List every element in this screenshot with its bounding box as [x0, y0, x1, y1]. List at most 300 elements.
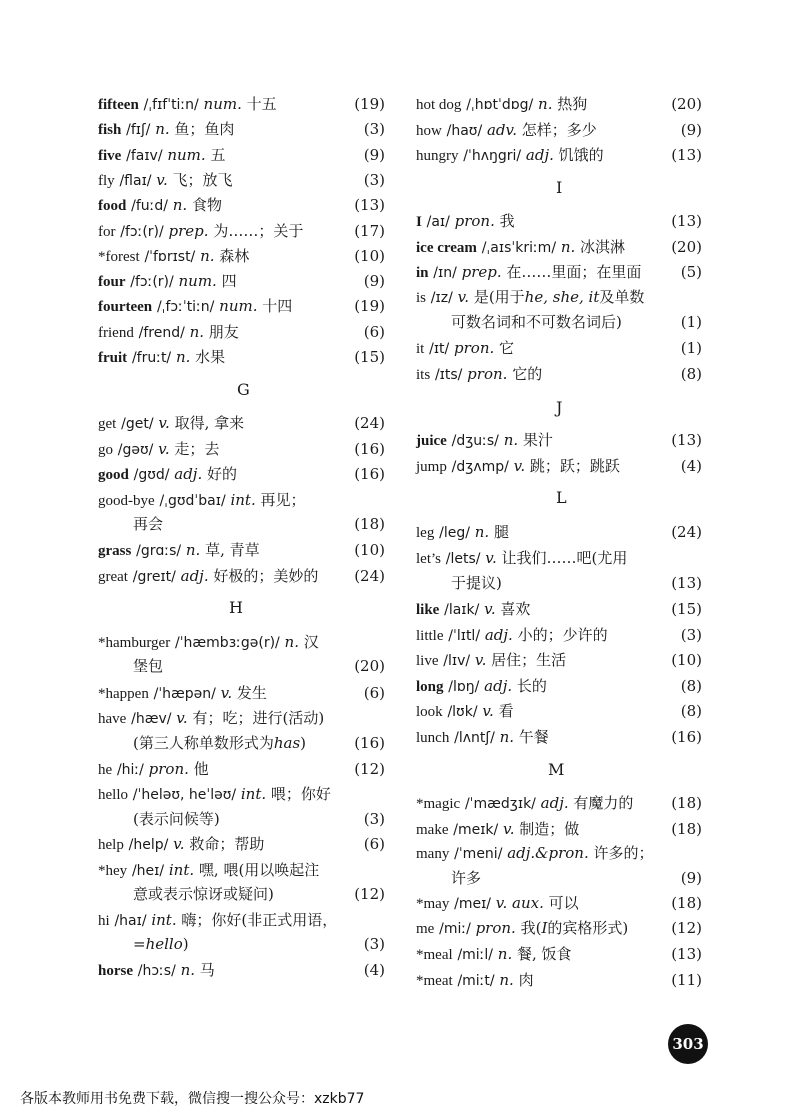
definition: 有；吃；进行(活动): [192, 709, 325, 727]
part-of-speech: adj.: [540, 794, 569, 812]
part-of-speech: num.: [167, 145, 206, 164]
definition: 取得, 拿来: [174, 414, 245, 432]
page-ref: (5): [680, 263, 702, 281]
pronunciation: /miːl/: [457, 947, 494, 963]
definition-italic: hello: [145, 935, 183, 953]
pronunciation: /fɪʃ/: [126, 122, 151, 139]
pronunciation: /help/: [128, 837, 169, 853]
definition: 好极的；美妙的: [213, 566, 319, 585]
part-of-speech: num.: [203, 95, 242, 113]
part-of-speech: n.: [499, 970, 514, 989]
page-ref: (11): [671, 970, 702, 989]
pronunciation: /hæv/: [131, 711, 172, 727]
part-of-speech: v.: [176, 709, 188, 727]
pronunciation: /lɪv/: [443, 653, 471, 669]
headword: make: [416, 821, 449, 838]
dictionary-entry: [98, 94, 277, 115]
dictionary-entry: [98, 246, 249, 267]
dictionary-entry: [416, 430, 553, 451]
definition-continued: 堡包: [133, 657, 164, 675]
dictionary-entry: [98, 439, 219, 460]
headword: *may: [416, 896, 450, 912]
section-heading-j: J: [556, 398, 563, 417]
dictionary-entry: [416, 793, 633, 814]
part-of-speech: n.: [155, 120, 170, 139]
dictionary-entry: [416, 676, 547, 697]
part-of-speech: n.: [474, 523, 490, 541]
headword: it: [416, 341, 425, 357]
part-of-speech: n.: [499, 727, 515, 746]
definition: 饥饿的: [558, 146, 604, 164]
definition: 十四: [262, 297, 293, 316]
pronunciation: /ˈfɒrɪst/: [144, 248, 196, 265]
pronunciation: /leg/: [439, 525, 470, 541]
definition-continued: [133, 934, 189, 954]
definition: 走；去: [174, 439, 220, 458]
pronunciation: /dʒʌmp/: [451, 458, 509, 475]
part-of-speech: n.: [503, 431, 519, 449]
part-of-speech: v.: [474, 651, 487, 669]
section-heading-g: G: [237, 380, 250, 399]
section-heading-l: L: [556, 488, 567, 507]
headword: hungry: [416, 148, 459, 164]
pronunciation: /miː/: [439, 921, 471, 937]
section-heading-i: I: [556, 178, 563, 197]
part-of-speech: v. aux.: [495, 894, 544, 912]
definition-continued: 许多: [451, 869, 482, 887]
pronunciation: /ˌfɔːˈtiːn/: [156, 299, 215, 316]
part-of-speech: pron.: [454, 339, 495, 357]
dictionary-entry-goodbye: [98, 490, 306, 511]
definition: 发生: [236, 684, 267, 702]
headword: good-bye: [98, 493, 155, 509]
dictionary-entry-happen: [98, 683, 267, 704]
headword: fruit: [98, 350, 128, 366]
part-of-speech: pron.: [148, 760, 189, 778]
dictionary-entry-lets: [416, 548, 627, 569]
page-ref: (19): [354, 297, 385, 316]
page-ref: (19): [354, 95, 385, 113]
pronunciation: /fɔː(r)/: [130, 274, 174, 291]
dictionary-entry: [98, 145, 225, 166]
headword: let’s: [416, 551, 441, 567]
page-ref: (3): [680, 625, 702, 644]
dictionary-entry: [416, 211, 515, 232]
pronunciation: /ɪts/: [434, 366, 463, 383]
part-of-speech: int.: [230, 491, 256, 509]
definition-italic: I: [541, 919, 548, 937]
definition: 救命；帮助: [189, 835, 265, 853]
definition-text: (第三人称单数形式为: [133, 734, 274, 752]
pronunciation: /ɪn/: [433, 265, 457, 281]
definition: 看: [498, 702, 514, 720]
pronunciation: /haɪ/: [114, 913, 147, 929]
headword: friend: [98, 324, 134, 341]
definition-continued: 意或表示惊讶或疑问): [133, 885, 274, 903]
page-ref: (10): [671, 651, 702, 669]
page-ref: (9): [680, 869, 702, 887]
headword: lunch: [416, 729, 450, 746]
definition: 鱼；鱼肉: [174, 120, 235, 139]
definition: 果汁: [522, 431, 553, 449]
definition: 腿: [493, 523, 509, 541]
definition: 草, 青草: [205, 541, 260, 559]
definition: 嘿, 喂(用以唤起注: [198, 861, 320, 879]
dictionary-entry: [98, 322, 239, 343]
dictionary-entry: [416, 262, 641, 283]
definition: 喂；你好: [270, 785, 331, 803]
headword: little: [416, 627, 444, 644]
part-of-speech: prep.: [168, 221, 209, 240]
dictionary-entry: [416, 94, 587, 115]
definition: 十五: [246, 95, 277, 113]
definition: 嗨；你好(非正式用语，: [181, 911, 338, 929]
dictionary-entry: [98, 464, 237, 485]
page-ref: (1): [680, 339, 702, 357]
page-ref: (20): [671, 95, 702, 113]
pronunciation: /lets/: [445, 551, 481, 567]
dictionary-entry-hello: [98, 784, 331, 805]
pronunciation: /ˌhɒtˈdɒg/: [466, 97, 534, 113]
dictionary-entry: [416, 650, 566, 671]
part-of-speech: v.: [158, 414, 170, 432]
definition: 肉: [518, 970, 534, 989]
pronunciation: /ˈlɪtl/: [448, 627, 481, 644]
dictionary-entry: [98, 221, 303, 242]
part-of-speech: int.: [151, 911, 177, 929]
part-of-speech: n.: [200, 246, 215, 265]
dictionary-entry-hi: [98, 910, 337, 931]
page-ref: (13): [671, 945, 702, 963]
headword: look: [416, 704, 443, 720]
dictionary-entry: [416, 727, 549, 748]
dictionary-entry: [416, 364, 542, 385]
dictionary-entry: [416, 893, 579, 914]
part-of-speech: int.: [168, 861, 195, 879]
pronunciation: /meɪk/: [453, 821, 499, 838]
part-of-speech: n.: [185, 541, 201, 559]
headword: *meal: [416, 947, 453, 963]
definition: 它的: [512, 364, 543, 383]
definition: 热狗: [557, 95, 588, 113]
page-ref: (16): [354, 439, 385, 458]
pronunciation: /grɑːs/: [136, 543, 182, 559]
definition: 怎样；多少: [521, 120, 597, 139]
page-ref: (16): [354, 734, 385, 752]
pronunciation: /frend/: [138, 324, 185, 341]
page-ref: (8): [680, 676, 702, 695]
definition: 再见；: [260, 491, 306, 509]
dictionary-entry: [416, 625, 608, 646]
page-ref: (13): [671, 212, 702, 230]
definition: 水果: [195, 348, 226, 366]
definition-continued: (表示问候等): [133, 810, 220, 828]
definition: 跳；跃；跳跃: [529, 456, 620, 475]
pronunciation: /lɒŋ/: [448, 678, 480, 695]
part-of-speech: adj.: [174, 465, 203, 483]
headword: horse: [98, 963, 133, 979]
pronunciation: /ˈhʌŋgri/: [463, 148, 522, 164]
dictionary-entry: [98, 566, 318, 587]
pronunciation: /miːt/: [457, 972, 495, 989]
dictionary-entry: [416, 599, 530, 620]
definition: 午餐: [518, 727, 549, 746]
pronunciation: /lʌntʃ/: [454, 729, 495, 746]
headword: good: [98, 467, 129, 483]
dictionary-entry: [416, 456, 620, 477]
pronunciation: /faɪv/: [126, 147, 163, 164]
part-of-speech: n.: [497, 945, 513, 963]
headword: go: [98, 441, 113, 458]
page-number-badge: 303: [668, 1024, 708, 1064]
pronunciation: /flaɪ/: [119, 172, 152, 189]
definition: 小的；少许的: [517, 625, 608, 644]
dictionary-entry-leg: [416, 522, 509, 543]
page-ref: (9): [363, 145, 385, 164]
page-ref: (20): [354, 657, 385, 675]
definition: 让我们……吧(尤用: [501, 549, 628, 567]
definition-italic: he, she, it: [524, 288, 600, 306]
pronunciation: /fruːt/: [131, 350, 172, 366]
pronunciation: /laɪk/: [444, 602, 480, 618]
headword: hot dog: [416, 97, 462, 113]
headword: grass: [98, 543, 132, 559]
headword: *forest: [98, 248, 140, 265]
pronunciation: /hɔːs/: [137, 963, 176, 979]
page-ref: (6): [363, 835, 385, 853]
dictionary-entry-have: [98, 708, 324, 729]
page-ref: (18): [354, 515, 385, 533]
part-of-speech: adj.: [525, 146, 554, 164]
page-ref: (13): [671, 146, 702, 164]
part-of-speech: prep.: [461, 263, 502, 281]
page-ref: (10): [354, 541, 385, 559]
page-ref: (10): [354, 246, 385, 265]
part-of-speech: v.: [485, 549, 497, 567]
dictionary-entry: [98, 296, 292, 317]
page-ref: (15): [354, 348, 385, 366]
dictionary-entry-me: [416, 918, 628, 939]
pronunciation: /gəʊ/: [117, 441, 154, 458]
definition-text: ): [182, 935, 189, 953]
pronunciation: /ˌgʊdˈbaɪ/: [159, 493, 226, 509]
dictionary-entry: [98, 540, 260, 561]
headword: have: [98, 711, 127, 727]
part-of-speech: v.: [513, 456, 526, 475]
headword: leg: [416, 525, 435, 541]
dictionary-entry: [416, 970, 534, 991]
pronunciation: /get/: [121, 416, 154, 432]
page-ref: (18): [671, 819, 702, 838]
dictionary-entry: [416, 120, 597, 141]
page-ref: (6): [363, 684, 385, 702]
page-ref: (24): [354, 566, 385, 585]
pronunciation: /ɪt/: [429, 341, 450, 357]
pronunciation: /ɪz/: [430, 290, 453, 306]
definition: 喜欢: [500, 600, 531, 618]
definition-text: 及单数: [599, 288, 645, 306]
headword: great: [98, 568, 128, 585]
page-ref: (18): [671, 894, 702, 912]
part-of-speech: v.: [484, 600, 496, 618]
part-of-speech: n.: [284, 633, 299, 651]
definition: 长的: [516, 676, 547, 695]
part-of-speech: num.: [178, 272, 217, 291]
headword: *hey: [98, 863, 128, 879]
page-ref: (8): [680, 364, 702, 383]
headword: he: [98, 762, 113, 778]
pronunciation: /greɪt/: [132, 568, 176, 585]
part-of-speech: adj.&pron.: [507, 844, 589, 862]
part-of-speech: int.: [240, 785, 267, 803]
page-ref: (3): [363, 810, 385, 828]
pronunciation: /ˈhæpən/: [153, 686, 216, 702]
page-ref: (18): [671, 794, 702, 812]
headword: how: [416, 122, 442, 139]
dictionary-entry: [98, 413, 244, 434]
headword: ice cream: [416, 239, 477, 256]
dictionary-entry: [98, 271, 237, 292]
definition-italic: has: [273, 734, 301, 752]
dictionary-entry: [416, 145, 604, 166]
headword: fourteen: [98, 299, 153, 316]
section-heading-h: H: [229, 598, 243, 617]
page-ref: (3): [363, 120, 385, 139]
definition: 有魔力的: [573, 794, 634, 812]
footer-notice: 各版本教师用书免费下载，微信搜一搜公众号：xzkb77: [20, 1091, 365, 1107]
headword: live: [416, 653, 439, 669]
page-ref: (3): [363, 170, 385, 189]
part-of-speech: n.: [175, 348, 191, 366]
pronunciation: /ˈheləʊ, heˈləʊ/: [132, 787, 237, 803]
part-of-speech: num.: [219, 297, 258, 316]
page-ref: (17): [354, 221, 385, 240]
pronunciation: /ˈmædʒɪk/: [464, 796, 536, 812]
definition: 他: [193, 760, 209, 778]
definition-text: 的宾格形式): [547, 919, 629, 937]
headword: *magic: [416, 796, 461, 812]
part-of-speech: v.: [503, 819, 515, 838]
definition-text: 我(: [520, 919, 542, 937]
page-ref: (13): [671, 431, 702, 449]
page-ref: (12): [671, 919, 702, 937]
part-of-speech: v.: [457, 288, 470, 306]
definition: 在……里面；在里面: [506, 263, 642, 281]
pronunciation: /hiː/: [116, 762, 144, 778]
headword: fly: [98, 172, 115, 189]
headword: juice: [416, 433, 447, 449]
page-ref: (20): [671, 237, 702, 256]
page-ref: (12): [354, 885, 385, 903]
pronunciation: /meɪ/: [454, 896, 491, 912]
dictionary-entry-help: [98, 834, 264, 855]
dictionary-entry-hamburger: [98, 632, 319, 653]
part-of-speech: n.: [560, 237, 576, 256]
headword: food: [98, 198, 127, 215]
headword: *hamburger: [98, 635, 171, 651]
pronunciation: /ˌfɪfˈtiːn/: [143, 97, 199, 113]
page-ref: (4): [680, 456, 702, 475]
page-ref: (4): [363, 961, 385, 979]
definition-continued: 再会: [133, 515, 164, 533]
headword: get: [98, 416, 117, 432]
part-of-speech: n.: [538, 95, 553, 113]
pronunciation: /aɪ/: [426, 214, 450, 230]
part-of-speech: adv.: [486, 120, 517, 139]
definition: 制造；做: [519, 819, 580, 838]
page-ref: (16): [354, 465, 385, 483]
page-ref: (3): [363, 935, 385, 953]
page-ref: (15): [671, 600, 702, 618]
page-ref: (16): [671, 727, 702, 746]
pronunciation: /ˈmeni/: [454, 846, 503, 862]
definition: 森林: [219, 246, 250, 265]
definition-text: =: [133, 935, 146, 953]
headword: *happen: [98, 686, 149, 702]
part-of-speech: v.: [173, 835, 185, 853]
definition: 可以: [548, 894, 579, 912]
part-of-speech: v.: [482, 702, 494, 720]
pronunciation: /ˈhæmbɜːgə(r)/: [174, 635, 280, 651]
part-of-speech: adj.: [484, 676, 513, 695]
dictionary-entry-he: [98, 759, 209, 780]
definition-continued: [133, 733, 306, 753]
definition: 朋友: [208, 322, 239, 341]
part-of-speech: adj.: [180, 566, 209, 585]
pronunciation: /dʒuːs/: [451, 433, 499, 449]
part-of-speech: adj.: [484, 625, 513, 644]
headword: five: [98, 147, 122, 164]
dictionary-entry: [416, 701, 514, 722]
headword: *meat: [416, 972, 453, 989]
headword: hello: [98, 787, 128, 803]
part-of-speech: n.: [189, 322, 205, 341]
definition: 为……；关于: [213, 221, 304, 240]
dictionary-entry: [98, 347, 225, 368]
page-ref: (8): [680, 702, 702, 720]
page-ref: (9): [363, 272, 385, 291]
headword: four: [98, 274, 126, 291]
pronunciation: /ˌaɪsˈkriːm/: [481, 239, 557, 256]
headword: fish: [98, 122, 122, 139]
pronunciation: /fɔː(r)/: [120, 223, 164, 240]
dictionary-entry: [416, 237, 625, 258]
headword: like: [416, 602, 440, 618]
definition: 食物: [191, 196, 222, 215]
page-ref: (12): [354, 760, 385, 778]
pronunciation: /lʊk/: [447, 704, 478, 720]
headword: me: [416, 921, 435, 937]
part-of-speech: pron.: [467, 364, 508, 383]
dictionary-entry-hey: [98, 860, 319, 881]
page-ref: (13): [671, 574, 702, 592]
page-ref: (24): [671, 523, 702, 541]
dictionary-entry: [98, 170, 233, 191]
pronunciation: /heɪ/: [131, 863, 165, 879]
definition: 我: [499, 212, 515, 230]
page-ref: (24): [354, 414, 385, 432]
headword: jump: [416, 458, 447, 475]
definition: 它: [499, 339, 515, 357]
part-of-speech: v.: [158, 439, 170, 458]
headword: help: [98, 837, 124, 853]
headword: I: [416, 214, 422, 230]
definition: 汉: [303, 633, 319, 651]
dictionary-entry: [416, 338, 514, 359]
definition-continued: 于提议): [451, 574, 502, 592]
dictionary-entry: [98, 119, 234, 140]
headword: many: [416, 846, 450, 862]
